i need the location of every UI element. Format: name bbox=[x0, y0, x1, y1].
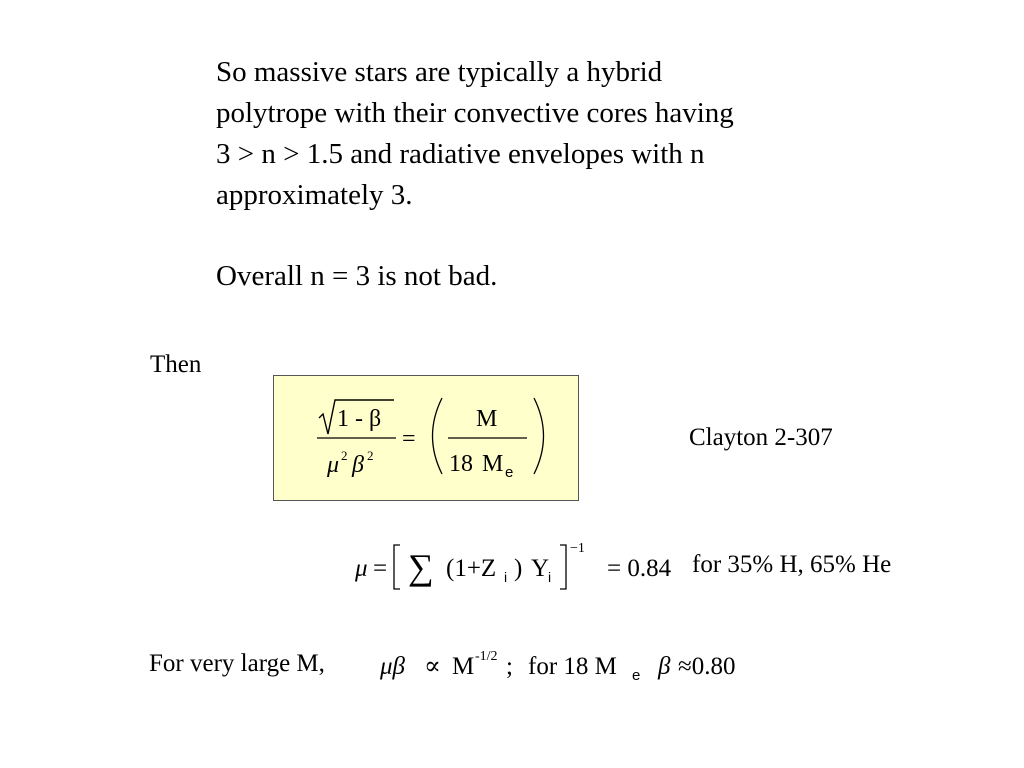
eddington-equation-box bbox=[273, 375, 579, 501]
then-label: Then bbox=[150, 351, 202, 378]
proportional-symbol: ∝ bbox=[424, 653, 441, 680]
approx-value: ≈0.80 bbox=[678, 653, 736, 680]
z-subscript: i bbox=[504, 569, 508, 585]
mass-numerator: M bbox=[476, 406, 498, 432]
mu-symbol: μ bbox=[327, 452, 340, 478]
sqrt-radicand: 1 - β bbox=[337, 406, 382, 432]
composition-note: for 35% H, 65% He bbox=[692, 551, 892, 578]
sun-subscript: e bbox=[632, 667, 641, 684]
mu-exponent: 2 bbox=[341, 448, 348, 463]
close-paren: ) bbox=[514, 555, 523, 582]
right-bracket bbox=[560, 545, 566, 589]
intro-line-3: 3 > n > 1.5 and radiative envelopes with n bbox=[216, 138, 705, 170]
sum-symbol: ∑ bbox=[408, 547, 434, 587]
for-18-msun: for 18 M bbox=[528, 653, 617, 680]
semicolon: ; bbox=[506, 653, 513, 680]
mu-result: = 0.84 bbox=[607, 555, 672, 582]
intro-line-4: approximately 3. bbox=[216, 179, 413, 211]
y-subscript: i bbox=[548, 569, 552, 585]
denominator-M: M bbox=[482, 451, 504, 477]
overall-statement: Overall n = 3 is not bad. bbox=[216, 260, 498, 292]
mass-exponent: -1/2 bbox=[475, 649, 498, 664]
mean-molecular-weight-formula bbox=[352, 536, 692, 596]
y-symbol: Y bbox=[531, 555, 550, 582]
mu-beta-product: μβ bbox=[380, 653, 405, 680]
inverse-exponent: −1 bbox=[570, 541, 585, 556]
beta-symbol: β bbox=[352, 452, 364, 478]
equals-sign: = bbox=[402, 426, 416, 452]
equals-sign: = bbox=[373, 555, 388, 582]
right-paren bbox=[534, 398, 544, 474]
intro-line-2: polytrope with their convective cores having bbox=[216, 97, 734, 129]
beta-exponent: 2 bbox=[367, 448, 374, 463]
reference-citation: Clayton 2-307 bbox=[689, 424, 833, 451]
left-paren bbox=[433, 398, 443, 474]
eddington-equation bbox=[274, 376, 580, 502]
intro-paragraph bbox=[216, 52, 856, 216]
mu-symbol: μ bbox=[355, 555, 368, 582]
sun-subscript: e bbox=[505, 464, 514, 481]
intro-line-1: So massive stars are typically a hybrid bbox=[216, 56, 663, 88]
denominator-18: 18 bbox=[449, 451, 473, 477]
large-mass-lead: For very large M, bbox=[149, 650, 325, 677]
large-mass-relation bbox=[378, 640, 778, 690]
beta-symbol: β bbox=[658, 653, 671, 680]
left-bracket bbox=[394, 545, 400, 589]
mass-symbol: M bbox=[452, 653, 475, 680]
one-plus-z: (1+Z bbox=[446, 555, 497, 582]
